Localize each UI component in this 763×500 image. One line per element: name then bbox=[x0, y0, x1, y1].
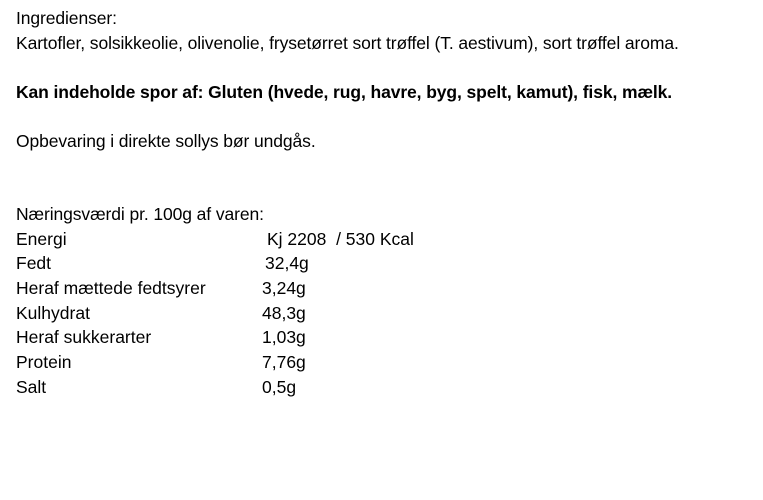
nutrition-row-energy bbox=[16, 227, 756, 252]
nutrition-row-fat bbox=[16, 251, 756, 276]
nutrition-value: 3,24g bbox=[262, 277, 306, 298]
nutrition-label: Heraf mættede fedtsyrer bbox=[16, 277, 206, 298]
nutrition-row-protein bbox=[16, 350, 756, 375]
ingredients-heading: Ingredienser: bbox=[16, 8, 117, 28]
nutrition-value: Kj 2208 / 530 Kcal bbox=[267, 228, 414, 249]
product-label-document bbox=[16, 6, 756, 399]
nutrition-value: 48,3g bbox=[262, 302, 306, 323]
nutrition-value: 0,5g bbox=[262, 376, 297, 397]
nutrition-label: Heraf sukkerarter bbox=[16, 327, 152, 348]
nutrition-label: Kulhydrat bbox=[16, 302, 90, 323]
nutrition-table bbox=[16, 227, 756, 400]
ingredients-text: Kartofler, solsikkeolie, olivenolie, frysetørret sort trøffel (T. aestivum), sort trøffel aroma. bbox=[16, 32, 679, 53]
nutrition-label: Salt bbox=[16, 376, 47, 397]
spacer bbox=[16, 55, 756, 80]
nutrition-row-saturated-fat bbox=[16, 276, 756, 301]
nutrition-label: Energi bbox=[16, 228, 67, 249]
nutrition-value: 7,76g bbox=[262, 351, 306, 372]
spacer bbox=[16, 104, 756, 129]
spacer bbox=[16, 153, 756, 178]
spacer bbox=[16, 178, 756, 203]
nutrition-row-salt bbox=[16, 375, 756, 400]
allergen-warning: Kan indeholde spor af: Gluten (hvede, rug, havre, byg, spelt, kamut), fisk, mælk. bbox=[16, 81, 673, 102]
nutrition-label: Protein bbox=[16, 351, 72, 372]
nutrition-label: Fedt bbox=[16, 253, 52, 274]
nutrition-heading: Næringsværdi pr. 100g af varen: bbox=[16, 204, 264, 224]
nutrition-value: 1,03g bbox=[262, 327, 306, 348]
nutrition-row-sugars bbox=[16, 325, 756, 350]
nutrition-row-carbohydrate bbox=[16, 301, 756, 326]
storage-instruction: Opbevaring i direkte sollys bør undgås. bbox=[16, 130, 316, 151]
nutrition-value: 32,4g bbox=[265, 253, 309, 274]
